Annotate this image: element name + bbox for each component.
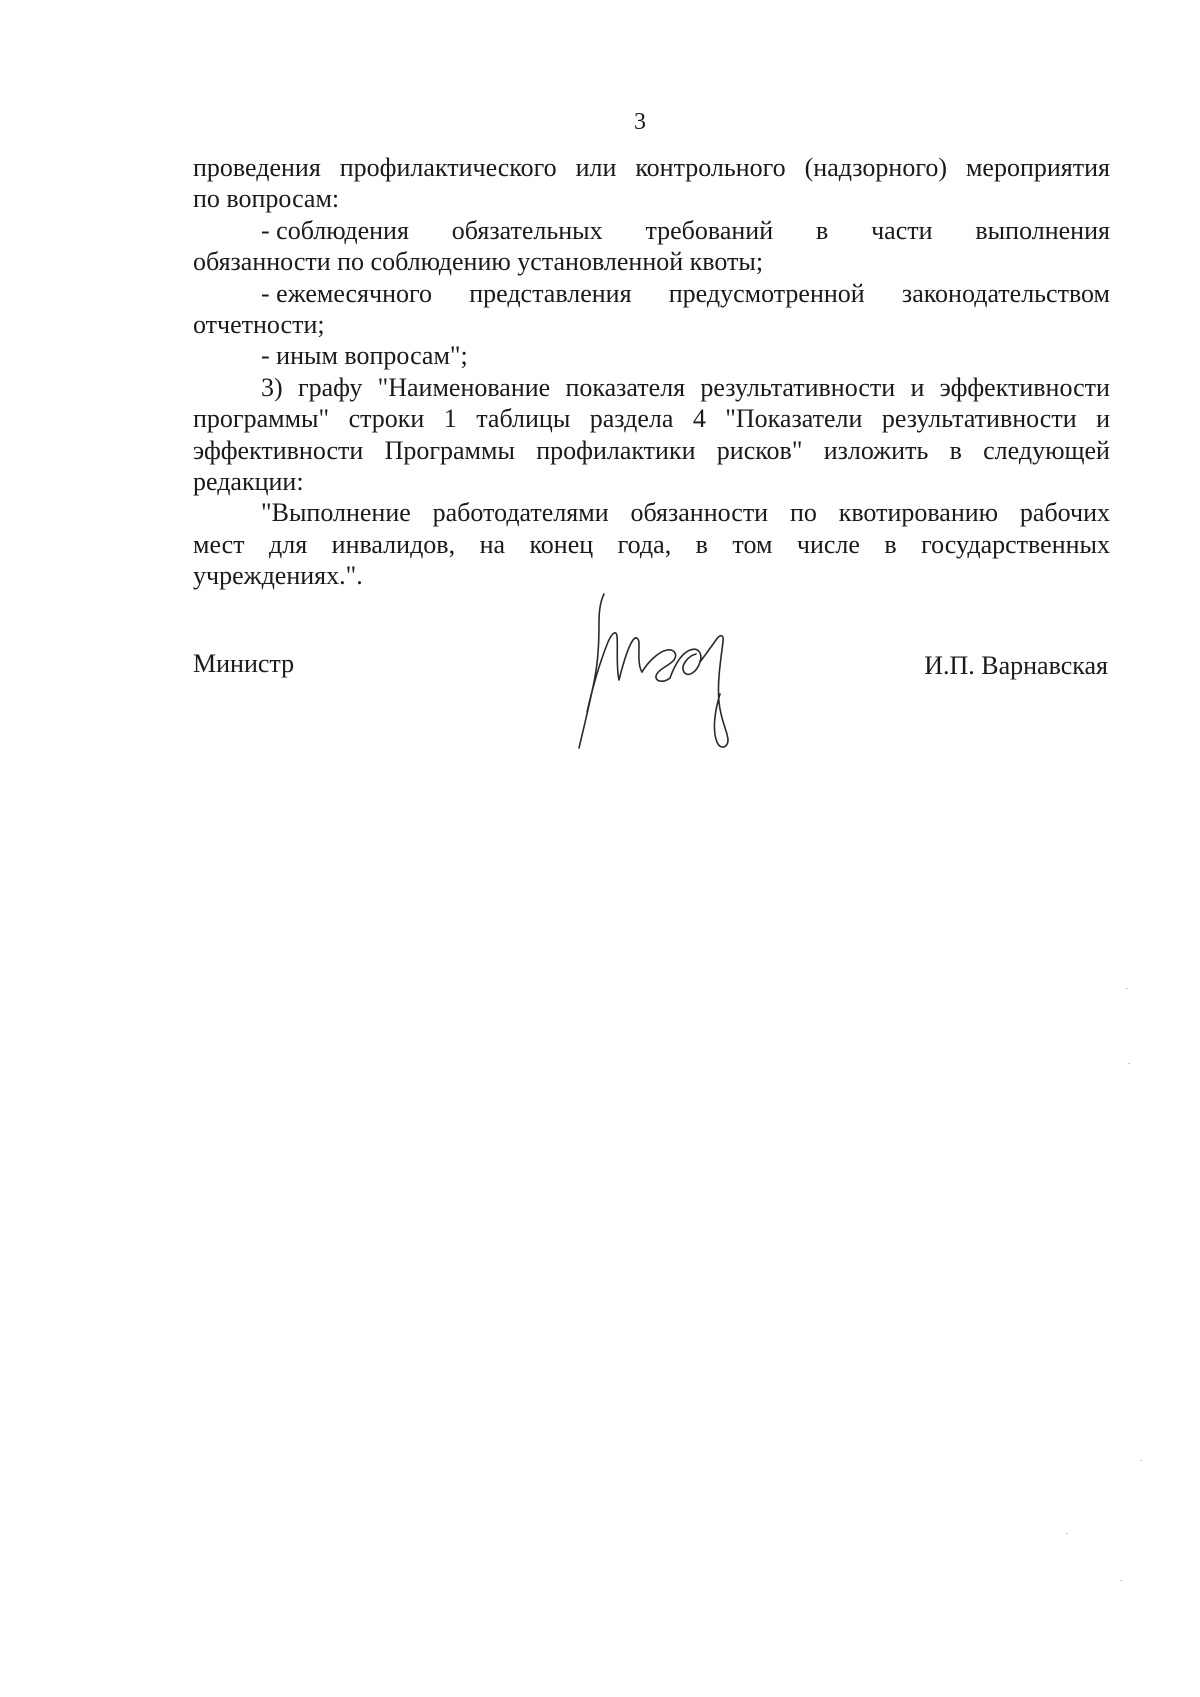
word: отчетности; [193,310,325,340]
scan-speck [1066,1533,1068,1534]
word: государственных [921,529,1110,559]
text-line [193,278,1110,309]
word: и [910,372,925,402]
signatory-title: Министр [193,649,295,678]
word: инвалидов, [331,529,456,559]
word: обязательных [451,215,603,245]
word: - иным вопросам"; [261,341,468,371]
word: мероприятия [965,153,1110,182]
word: части [871,215,933,245]
word: - соблюдения [261,215,409,245]
text-line [193,215,1110,246]
word: года, [617,529,672,559]
word: выполнения [975,215,1110,245]
text-line [193,466,1110,497]
word: мест [193,529,245,559]
page-number: 3 [634,109,646,135]
paragraph [193,215,1110,278]
scan-speck [1120,1580,1122,1581]
word: и [1096,404,1110,434]
word: 3) [261,372,283,402]
word: профилактики [536,435,696,465]
word: учреждениях.". [193,561,363,591]
word: для [269,529,308,559]
signatory-name: И.П. Варнавская [924,651,1108,680]
word: 4 [692,404,706,434]
word: редакции: [193,467,304,497]
scan-speck [1140,1460,1142,1461]
text-line [193,529,1110,560]
paragraph [193,372,1110,498]
word: в [884,529,897,559]
word: строки [348,404,425,434]
word: требований [645,215,774,245]
word: эффективности [939,372,1110,402]
paragraph [193,278,1110,341]
word: работодателями [432,498,609,528]
word: рисков" [716,435,803,465]
word: "Наименование [377,372,551,402]
word: раздела [589,404,674,434]
paragraph [193,152,1110,215]
text-line [193,372,1110,403]
word: представления [469,278,632,308]
word: программы" [193,404,330,434]
text-line [193,340,1110,371]
word: числе [796,529,860,559]
word: таблицы [476,404,571,434]
text-line [193,497,1110,528]
text-line [193,309,1110,340]
word: (надзорного) [804,153,948,182]
word: по вопросам: [193,184,340,214]
word: конец [529,529,594,559]
word: результативности [700,372,896,402]
document-body [193,152,1110,592]
paragraph [193,497,1110,591]
word: показателя [565,372,686,402]
word: - ежемесячного [261,278,433,308]
word: в [695,529,708,559]
word: "Показатели [725,404,863,434]
word: "Выполнение [261,498,411,528]
text-line [193,403,1110,434]
word: том [732,529,773,559]
word: в [815,215,829,245]
word: изложить [823,435,929,465]
text-line [193,246,1110,277]
word: профилактического [339,153,557,182]
word: проведения [193,153,321,182]
word: 1 [443,404,457,434]
scan-speck [1126,988,1128,989]
word: или [575,153,617,182]
word: обязанности по соблюдению установленной квоты; [193,247,764,277]
word: эффективности [193,435,364,465]
text-line [193,435,1110,466]
handwritten-signature [570,592,760,752]
word: графу [297,372,363,402]
word: на [479,529,506,559]
word: квотированию [838,498,999,528]
word: в [949,435,962,465]
text-line [193,560,1110,591]
word: обязанности [630,498,769,528]
word: контрольного [635,153,786,182]
text-line [193,183,1110,214]
word: предусмотренной [668,278,865,308]
word: законодательством [901,278,1110,308]
scan-speck [1128,1063,1130,1064]
text-line [193,152,1110,183]
word: следующей [983,435,1110,465]
paragraph [193,340,1110,371]
word: по [789,498,817,528]
word: рабочих [1019,498,1110,528]
word: Программы [384,435,515,465]
word: результативности [881,404,1077,434]
